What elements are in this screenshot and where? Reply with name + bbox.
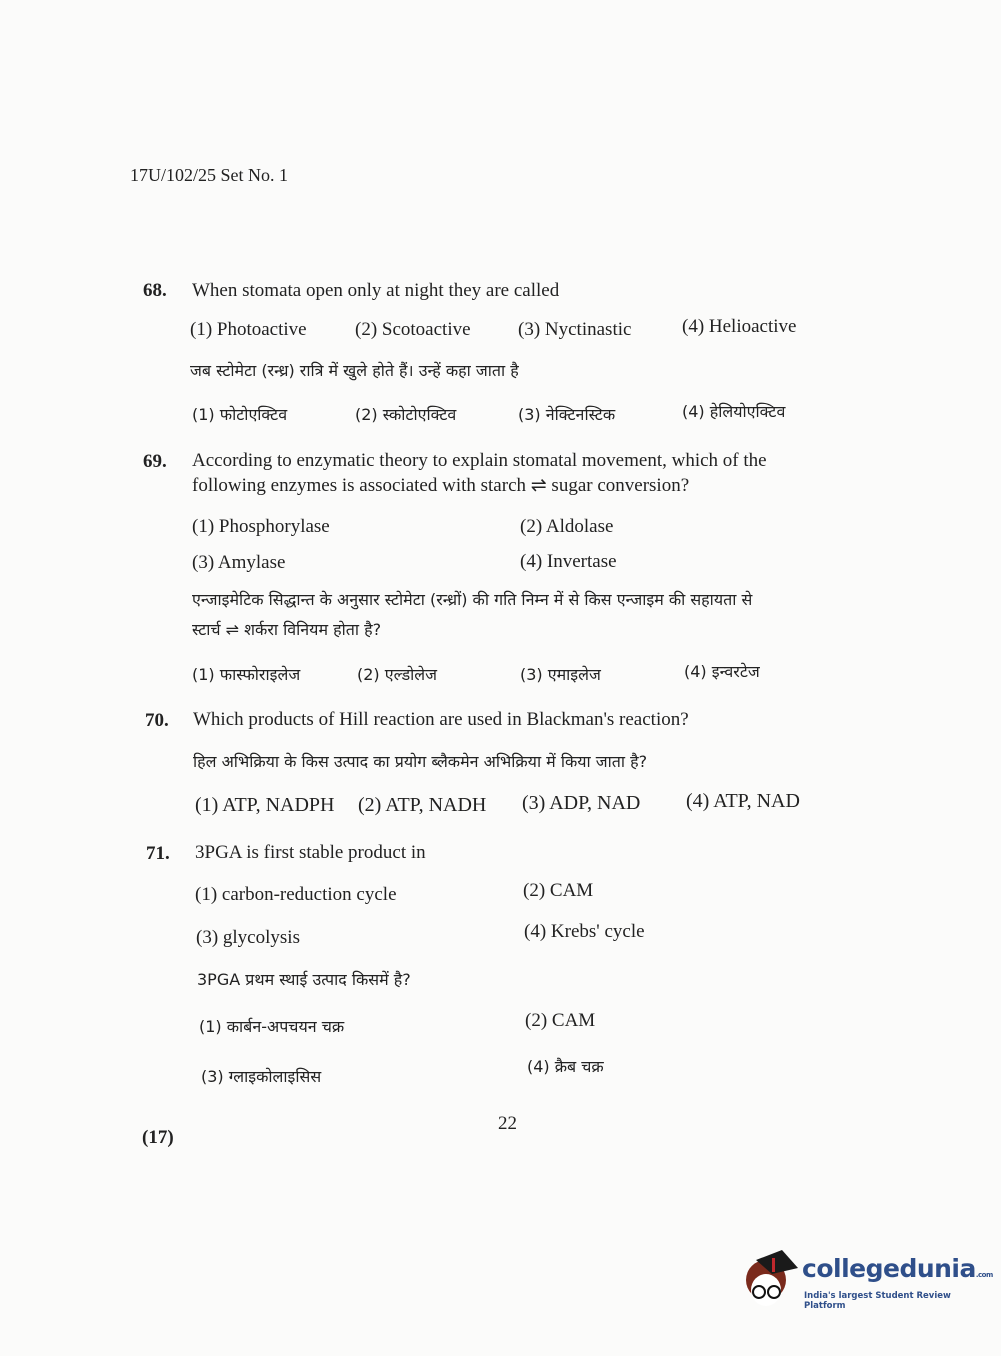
option: (1) Photoactive [190, 319, 307, 340]
option: (4) ATP, NAD [686, 790, 800, 812]
option: (3) ADP, NAD [522, 792, 641, 814]
question-text-hindi: एन्जाइमेटिक सिद्धान्त के अनुसार स्टोमेटा (रन्ध्रों) की गति निम्न में से किस एन्जाइम की सहायता से [192, 590, 753, 609]
question-text: Which products of Hill reaction are used in Blackman's reaction? [193, 709, 689, 730]
question-text: 3PGA is first stable product in [195, 842, 426, 863]
option: (1) ATP, NADPH [195, 794, 335, 816]
question-text-hindi: स्टार्च ⇌ शर्करा विनियम होता है? [192, 620, 382, 639]
document-header: 17U/102/25 Set No. 1 [130, 165, 289, 185]
question-number: 68. [143, 280, 167, 301]
question-number: 71. [146, 843, 170, 864]
question-text-hindi: 3PGA प्रथम स्थाई उत्पाद किसमें है? [197, 970, 411, 989]
option-hindi: (2) एल्डोलेज [357, 665, 438, 684]
option: (3) Amylase [192, 552, 286, 573]
option-hindi: (1) फोटोएक्टिव [192, 405, 288, 424]
option-hindi: (4) हेलियोएक्टिव [682, 402, 786, 421]
logo-name: collegedunia [802, 1254, 976, 1283]
option: (1) Phosphorylase [192, 516, 330, 537]
option-hindi: (1) कार्बन-अपचयन चक्र [199, 1017, 345, 1036]
option: (4) Helioactive [682, 316, 797, 337]
option: (3) glycolysis [196, 927, 300, 948]
question-number: 69. [143, 451, 167, 472]
page-number: 22 [498, 1113, 517, 1134]
collegedunia-logo [742, 1248, 993, 1312]
question-text-hindi: हिल अभिक्रिया के किस उत्पाद का प्रयोग ब्लैकमेन अभिक्रिया में किया जाता है? [193, 752, 648, 771]
question-text: When stomata open only at night they are called [192, 280, 560, 301]
option: (2) ATP, NADH [358, 794, 487, 816]
logo-suffix: .com [975, 1271, 993, 1279]
option-hindi: (4) क्रैब चक्र [527, 1057, 604, 1076]
option-hindi: (2) स्कोटोएक्टिव [355, 405, 457, 424]
question-text: According to enzymatic theory to explain stomatal movement, which of the [192, 450, 767, 471]
booklet-code: (17) [142, 1127, 174, 1148]
option-hindi: (3) ग्लाइकोलाइसिस [201, 1067, 322, 1086]
question-number: 70. [145, 710, 169, 731]
option-hindi: (1) फास्फोराइलेज [192, 665, 301, 684]
option: (1) carbon-reduction cycle [195, 884, 397, 905]
option: (2) CAM [523, 880, 594, 901]
option-hindi: (3) नेक्टिनस्टिक [518, 405, 616, 424]
question-text-hindi: जब स्टोमेटा (रन्ध्र) रात्रि में खुले होते हैं। उन्हें कहा जाता है [190, 361, 519, 380]
option: (4) Krebs' cycle [524, 921, 645, 942]
option: (2) Aldolase [520, 516, 614, 537]
option: (3) Nyctinastic [518, 319, 632, 340]
option-hindi: (2) CAM [525, 1010, 596, 1031]
mascot-icon [742, 1248, 802, 1312]
option: (4) Invertase [520, 551, 617, 572]
question-text: following enzymes is associated with starch ⇌ sugar conversion? [192, 475, 690, 496]
option: (2) Scotoactive [355, 319, 471, 340]
option-hindi: (3) एमाइलेज [520, 665, 601, 684]
logo-tagline: India's largest Student Review Platform [804, 1291, 951, 1311]
option-hindi: (4) इन्वरटेज [684, 662, 760, 681]
